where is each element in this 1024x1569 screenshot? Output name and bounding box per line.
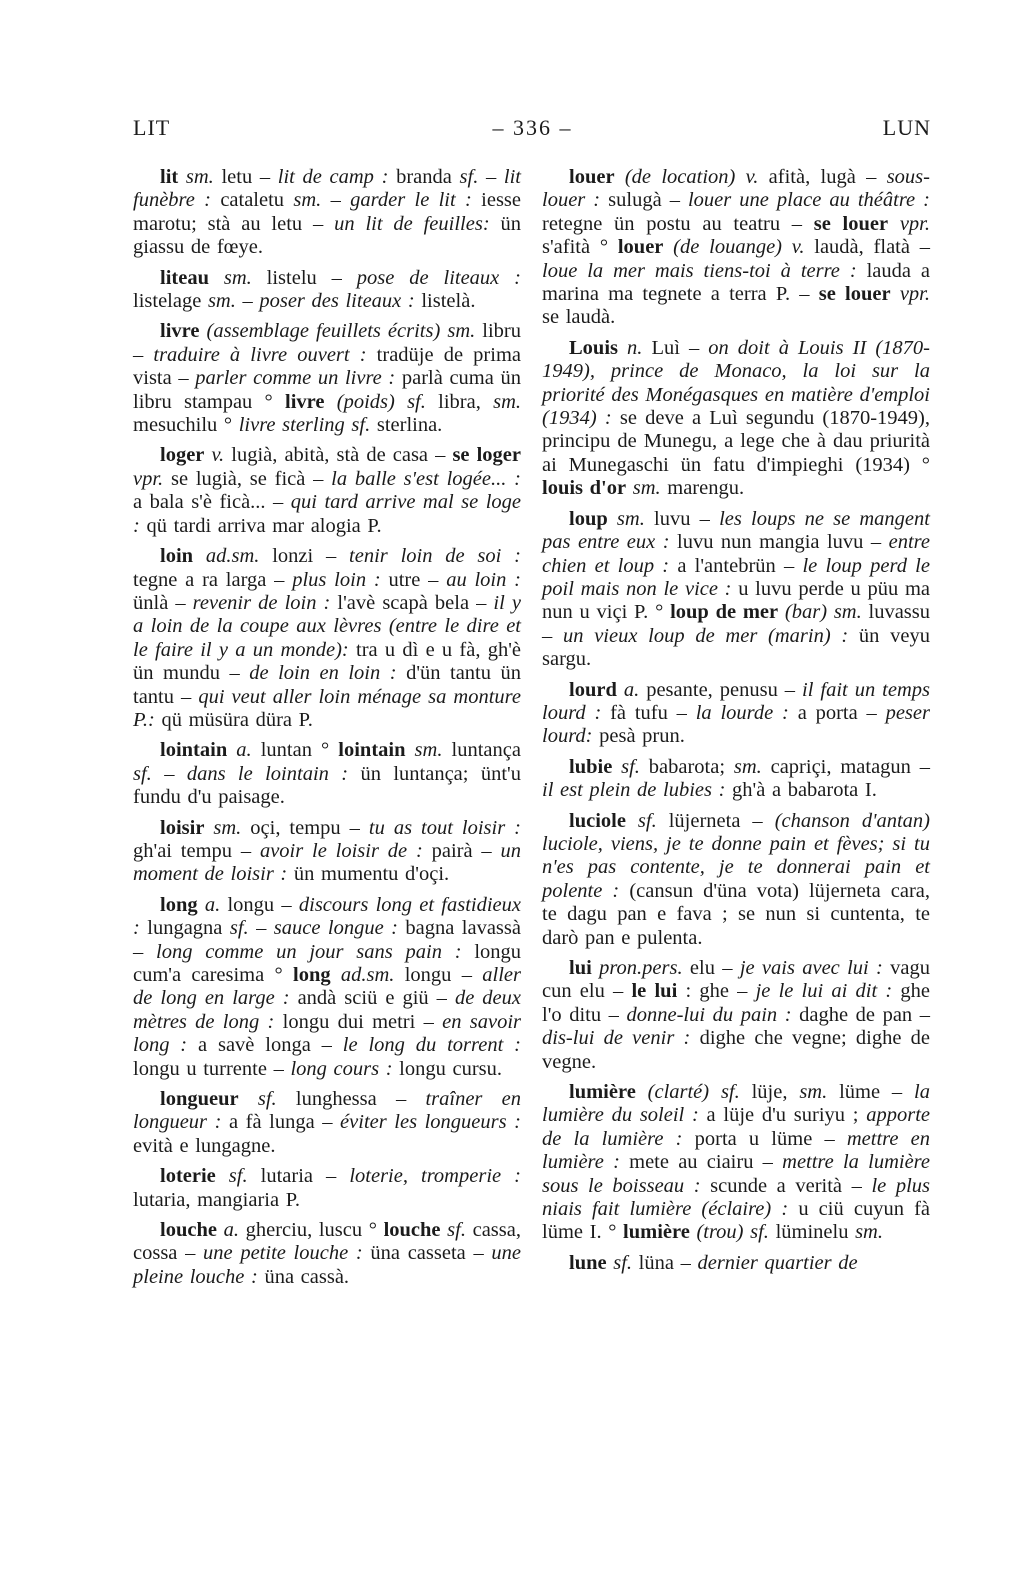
right-column — [542, 166, 930, 1289]
italic-run: sf. — [612, 755, 640, 778]
plain-run: retegne ün postu au teatru – — [542, 212, 814, 235]
italic-run: v. — [204, 444, 225, 467]
plain-run: listelà. — [421, 290, 476, 313]
italic-run: sm. — [607, 507, 645, 530]
italic-run: une pleine louche : — [133, 1242, 521, 1288]
italic-run: sm. — [626, 477, 661, 500]
italic-run: le loup perd le poil mais non le vice : — [542, 554, 930, 600]
plain-run: longu – — [220, 893, 299, 916]
plain-run: lonzi – — [259, 545, 350, 568]
plain-run: babarota; — [639, 755, 734, 778]
plain-run: sulugà – — [608, 189, 688, 212]
plain-run: üna cassà. — [264, 1265, 350, 1288]
plain-run: ün luntança; ünt'u fundu d'u paisage. — [133, 762, 521, 809]
headword-run: loup de mer — [670, 601, 779, 624]
italic-run: dernier quartier de — [697, 1251, 858, 1274]
italic-run: sm. — [799, 1081, 828, 1104]
headword-run: louche — [383, 1219, 441, 1242]
plain-run: longu dui metri – — [282, 1010, 443, 1033]
headword-run: louer — [569, 166, 615, 188]
headword-run: lointain — [160, 739, 228, 762]
plain-run: gherciu, luscu ° — [238, 1219, 384, 1242]
headword-run: lumière — [569, 1081, 636, 1104]
plain-run: lunghessa – — [276, 1088, 426, 1111]
italic-run: aller de long en large : — [133, 964, 521, 1010]
italic-run: plus loin : — [292, 568, 389, 591]
italic-run: revenir de loin : — [192, 591, 338, 614]
plain-run: – — [248, 917, 274, 940]
italic-run: louer une place au théâtre : — [687, 189, 930, 212]
italic-run: sm. — [208, 266, 252, 289]
italic-run: (de louange) v. — [663, 236, 805, 259]
dictionary-entry — [542, 1252, 930, 1275]
headword-run: se loger — [452, 444, 521, 467]
plain-run: lüna – — [632, 1251, 698, 1274]
italic-run: (de location) v. — [614, 166, 759, 188]
headword-run: loterie — [160, 1165, 216, 1188]
dictionary-entry — [133, 1165, 521, 1212]
plain-run: afità, lugà – — [758, 166, 887, 188]
italic-run: long comme un jour sans pain : — [156, 940, 475, 963]
page-number: – 336 – — [492, 115, 573, 140]
headword-run: livre — [160, 320, 200, 343]
plain-run: u luvu perde u püu ma nun u viçi P. ° — [542, 577, 931, 624]
plain-run: qü müsüra düra P. — [161, 708, 313, 731]
plain-run: luvu – — [644, 507, 720, 530]
plain-run: longu – — [394, 964, 483, 986]
plain-run: (cansun d'üna vota) lüjerneta cara, te dagu pan e fava ; se nun si cuntenta, te darò pan e pulenta. — [542, 879, 931, 949]
italic-run: mettre la lumière sous le boisseau : — [542, 1151, 931, 1197]
italic-run: loue la mer mais tiens-toi à terre : — [542, 259, 867, 282]
italic-run: a. — [616, 678, 640, 701]
plain-run: scunde a verità – — [710, 1174, 872, 1197]
italic-run: sm. — [178, 166, 214, 188]
text-columns — [133, 166, 931, 1289]
headword-run: louis d'or — [542, 477, 627, 500]
dictionary-entry — [542, 810, 930, 950]
plain-run: – — [151, 762, 187, 785]
plain-run: capriçi, matagun – — [761, 755, 930, 778]
plain-run: lüje, — [739, 1081, 800, 1104]
headword-run: loger — [160, 444, 205, 467]
italic-run: le plus niais fait lumière (éclaire) : — [542, 1174, 931, 1221]
italic-run: un moment de loisir : — [133, 839, 521, 886]
dictionary-entry — [133, 545, 521, 732]
italic-run: la lourde : — [695, 701, 798, 724]
italic-run: en savoir long : — [133, 1010, 522, 1057]
headword-run: louche — [160, 1219, 217, 1242]
italic-run: la lumière du soleil : — [542, 1081, 930, 1127]
plain-run: qü tardi arriva mar alogia P. — [146, 514, 382, 537]
plain-run: – — [321, 189, 351, 212]
plain-run: – — [235, 290, 260, 313]
guide-word-right: LUN — [882, 115, 931, 140]
plain-run: pesà prun. — [599, 725, 685, 748]
headword-run: Louis — [569, 336, 618, 359]
italic-run: (trou) sf. — [689, 1221, 769, 1244]
plain-run: libru – — [133, 320, 521, 366]
italic-run: long cours : — [290, 1057, 400, 1080]
headword-run: luciole — [569, 809, 626, 832]
italic-run: sm. — [493, 390, 522, 413]
italic-run: lit de camp : — [277, 166, 397, 188]
italic-run: je le lui ai dit : — [755, 980, 901, 1003]
italic-run: les loups ne se mangent pas entre eux : — [542, 507, 930, 554]
italic-run: sm. — [405, 739, 443, 762]
italic-run: on doit à Louis II (1870-1949), prince de Monaco, la loi sur la priorité des Monégasques en matière d'emploi (1934) : — [542, 336, 930, 430]
italic-run: apporte de la lumière : — [542, 1104, 930, 1150]
plain-run: lugià, abità, stà de casa – — [224, 444, 453, 467]
dictionary-entry — [133, 894, 521, 1081]
plain-run: lungagna — [147, 917, 230, 940]
headword-run: lit — [160, 166, 179, 188]
dictionary-entry — [133, 739, 521, 809]
headword-run: loup — [569, 507, 608, 530]
italic-run: de deux mètres de long : — [133, 987, 522, 1033]
plain-run: gh'à a babarota I. — [732, 779, 877, 802]
plain-run: evità e lungagne. — [133, 1134, 276, 1157]
page-header — [133, 116, 931, 140]
italic-run: il est plein de lubies : — [542, 779, 733, 802]
italic-run: ad.sm. — [330, 964, 395, 986]
plain-run: cassa, cossa – — [133, 1219, 521, 1265]
left-column — [133, 166, 521, 1289]
dictionary-entry — [542, 679, 930, 749]
italic-run: dis-lui de venir : — [542, 1027, 700, 1050]
italic-run: (assemblage feuillets écrits) sm. — [199, 320, 476, 343]
italic-run: au loin : — [446, 568, 521, 591]
dictionary-entry — [133, 1219, 521, 1289]
italic-run: sm. — [293, 189, 322, 212]
plain-run: se lugià, se ficà – — [163, 467, 332, 490]
plain-run: ün mumentu d'oçi. — [293, 863, 450, 886]
italic-run: discours long et fastidieux : — [133, 893, 521, 940]
headword-run: loin — [160, 545, 194, 568]
italic-run: un lit de feuilles: — [334, 212, 501, 235]
plain-run: s'afità ° — [542, 236, 618, 259]
italic-run: sauce longue : — [273, 917, 406, 940]
plain-run: elu – — [682, 957, 740, 979]
italic-run: de loin en loin : — [249, 662, 407, 685]
plain-run: daghe de pan – — [799, 1003, 931, 1026]
italic-run: sf. — [238, 1088, 277, 1111]
plain-run: ghe l'o ditu – — [542, 980, 930, 1026]
plain-run: fà tufu – — [610, 701, 696, 724]
italic-run: a. — [197, 893, 221, 916]
plain-run: laudà, flatà – — [804, 236, 931, 259]
italic-run: un vieux loup de mer (marin) : — [562, 624, 859, 647]
plain-run: mete au ciairu – — [629, 1151, 783, 1174]
headword-run: long — [160, 893, 198, 916]
dictionary-entry — [133, 267, 521, 314]
headword-run: le lui — [631, 980, 678, 1003]
dictionary-entry — [542, 166, 930, 330]
plain-run: mesuchilu ° — [133, 414, 239, 437]
italic-run: peser lourd: — [542, 701, 930, 748]
italic-run: sm. — [207, 290, 236, 313]
italic-run: loterie, tromperie : — [349, 1165, 521, 1188]
italic-run: parler comme un livre : — [195, 367, 402, 390]
italic-run: vpr. — [888, 212, 930, 235]
plain-run: l'avè scapà bela – — [337, 591, 494, 614]
dictionary-entry — [542, 508, 930, 672]
headword-run: lune — [569, 1251, 607, 1274]
dictionary-page — [133, 116, 931, 1289]
italic-run: dans le lointain : — [186, 762, 361, 785]
plain-run: lutaria, mangiaria P. — [133, 1188, 300, 1211]
plain-run: d'ün tantu ün tantu – — [133, 662, 522, 708]
plain-run: longu u turrente – — [133, 1057, 291, 1080]
italic-run: pron.pers. — [591, 957, 683, 979]
italic-run: a. — [227, 739, 252, 762]
dictionary-entry — [133, 1088, 521, 1158]
italic-run: donne-lui du pain : — [626, 1003, 800, 1026]
headword-run: lourd — [569, 678, 617, 701]
plain-run: marengu. — [660, 477, 745, 500]
italic-run: a. — [216, 1219, 239, 1242]
italic-run: sm. — [204, 816, 242, 839]
plain-run: sterlina. — [370, 414, 443, 437]
italic-run: qui tard arrive mal se loge : — [133, 491, 522, 537]
plain-run: dighe che vegne; dighe de vegne. — [542, 1027, 930, 1073]
italic-run: vpr. — [890, 283, 930, 306]
plain-run: lutaria – — [247, 1165, 350, 1188]
plain-run: se deve a Luì segundu (1870-1949), principu de Munegu, a lege che à dau priurità ai Munegaschi ün fatu d'impieghi (1934) ° — [542, 407, 930, 476]
italic-run: le long du torrent : — [342, 1034, 521, 1057]
plain-run: tra u dì e u fà, gh'è ün mundu – — [133, 638, 521, 685]
italic-run: avoir le loisir de : — [259, 839, 432, 862]
italic-run: il fait un temps lourd : — [542, 678, 931, 724]
italic-run: traduire à livre ouvert : — [153, 343, 377, 366]
plain-run: cataletu — [220, 189, 294, 212]
headword-run: longueur — [160, 1088, 239, 1111]
plain-run: Luì – — [642, 336, 709, 359]
plain-run: luvassu – — [542, 601, 931, 647]
headword-run: lumière — [623, 1221, 690, 1244]
italic-run: livre sterling sf. — [238, 414, 371, 437]
headword-run: livre — [285, 390, 325, 413]
italic-run: pose de liteaux : — [356, 266, 521, 289]
headword-run: louer — [617, 236, 664, 259]
plain-run: listelage — [133, 290, 208, 313]
guide-word-left: LIT — [133, 115, 171, 140]
italic-run: garder le lit : — [350, 189, 482, 212]
plain-run: andà sciü e giü – — [297, 987, 455, 1010]
plain-run: porta u lüme – — [694, 1127, 847, 1150]
plain-run: luvu nun mangia luvu – — [677, 531, 889, 554]
plain-run: u ciü cuyun fà lüme I. ° — [542, 1198, 930, 1244]
headword-run: long — [293, 964, 331, 986]
italic-run: n. — [618, 336, 643, 359]
plain-run: utre – — [388, 568, 447, 591]
plain-run: a bala s'è ficà... – — [133, 491, 291, 514]
plain-run: oçi, tempu – — [241, 816, 369, 839]
italic-run: sf. — [625, 809, 657, 832]
headword-run: liteau — [160, 266, 209, 289]
italic-run: je vais avec lui : — [739, 957, 891, 979]
plain-run: letu – — [213, 166, 278, 188]
plain-run: ün giassu de fœye. — [133, 212, 521, 259]
italic-run: sf. — [440, 1219, 466, 1242]
italic-run: (chanson d'antan) luciole, viens, je te donne pain et fèves; si tu n'es pas contente, je te donnerai pain et polente : — [542, 809, 930, 902]
plain-run: luntança — [442, 739, 521, 762]
plain-run: pairà – — [431, 839, 501, 862]
plain-run: longu cum'a caresima ° — [133, 940, 522, 986]
headword-run: lointain — [338, 739, 406, 762]
plain-run: parlà cuma ün libru stampau ° — [133, 367, 521, 413]
italic-run: (bar) sm. — [778, 601, 862, 624]
italic-run: lit funèbre : — [133, 166, 521, 212]
headword-run: loisir — [160, 816, 205, 839]
italic-run: sf. — [229, 917, 249, 940]
dictionary-entry — [542, 957, 930, 1074]
plain-run: lüminelu — [768, 1221, 856, 1244]
italic-run: mettre en lumière : — [542, 1127, 930, 1174]
italic-run: sf. — [133, 762, 152, 785]
headword-run: lubie — [569, 755, 613, 778]
dictionary-entry — [133, 444, 521, 538]
dictionary-entry — [542, 337, 930, 501]
headword-run: se louer — [818, 283, 891, 306]
plain-run: a savè longa – — [198, 1034, 343, 1057]
italic-run: tu as tout loisir : — [368, 816, 521, 839]
plain-run: tradüje de prima vista – — [133, 343, 521, 390]
dictionary-entry — [133, 166, 521, 260]
plain-run: libra, — [425, 390, 494, 413]
italic-run: vpr. — [133, 467, 164, 490]
dictionary-entry — [133, 320, 521, 437]
italic-run: sous-louer : — [542, 166, 930, 212]
plain-run: üna casseta – — [370, 1242, 492, 1265]
italic-run: ad.sm. — [193, 545, 260, 568]
italic-run: poser des liteaux : — [259, 290, 422, 313]
italic-run: éviter les longueurs : — [340, 1111, 521, 1134]
plain-run: pesante, penusu – — [639, 678, 803, 701]
plain-run: gh'ai tempu – — [133, 839, 260, 862]
plain-run: lauda a marina ma tegnete a terra P. – — [542, 259, 930, 306]
italic-run: traîner en longueur : — [133, 1088, 521, 1134]
italic-run: entre chien et loup : — [542, 531, 930, 577]
plain-run: se laudà. — [542, 306, 616, 329]
italic-run: sf. — [215, 1165, 248, 1188]
plain-run: a l'antebrün – — [677, 554, 803, 577]
italic-run: (poids) sf. — [324, 390, 426, 413]
plain-run: – — [478, 166, 504, 188]
headword-run: se louer — [813, 212, 889, 235]
plain-run: a fà lunga – — [228, 1111, 341, 1134]
italic-run: sf. — [606, 1251, 633, 1274]
italic-run: la balle s'est logée... : — [331, 467, 521, 490]
plain-run: vagu cun elu – — [542, 957, 930, 1003]
plain-run: ün veyu sargu. — [542, 624, 930, 671]
italic-run: une petite louche : — [203, 1242, 371, 1265]
plain-run: branda — [396, 166, 460, 188]
dictionary-entry — [542, 1081, 930, 1245]
headword-run: lui — [569, 957, 592, 979]
italic-run: tenir loin de soi : — [349, 545, 521, 568]
plain-run: iesse marotu; stà au letu – — [133, 189, 522, 235]
plain-run: lüme – — [827, 1081, 915, 1104]
plain-run: tegne a ra larga – — [133, 568, 293, 591]
plain-run: bagna lavassà – — [133, 917, 521, 963]
dictionary-entry — [542, 756, 930, 803]
italic-run: qui veut aller loin ménage sa monture P.: — [133, 685, 521, 731]
italic-run: sm. — [733, 755, 762, 778]
italic-run: (clarté) sf. — [635, 1081, 740, 1104]
plain-run: listelu – — [251, 266, 357, 289]
plain-run: ünlà – — [133, 591, 193, 614]
italic-run: sm. — [855, 1221, 883, 1244]
plain-run: longu cursu. — [399, 1057, 503, 1080]
dictionary-entry — [133, 817, 521, 887]
italic-run: sf. — [459, 166, 479, 188]
plain-run: a porta – — [797, 701, 886, 724]
plain-run: a lüje d'u suriyu ; — [706, 1104, 867, 1127]
plain-run: lüjerneta – — [656, 809, 775, 832]
italic-run: il y a loin de la coupe aux lèvres (entre le dire et le faire il y a un monde): — [133, 591, 521, 661]
plain-run: : ghe – — [677, 980, 756, 1003]
plain-run: luntan ° — [251, 739, 339, 762]
